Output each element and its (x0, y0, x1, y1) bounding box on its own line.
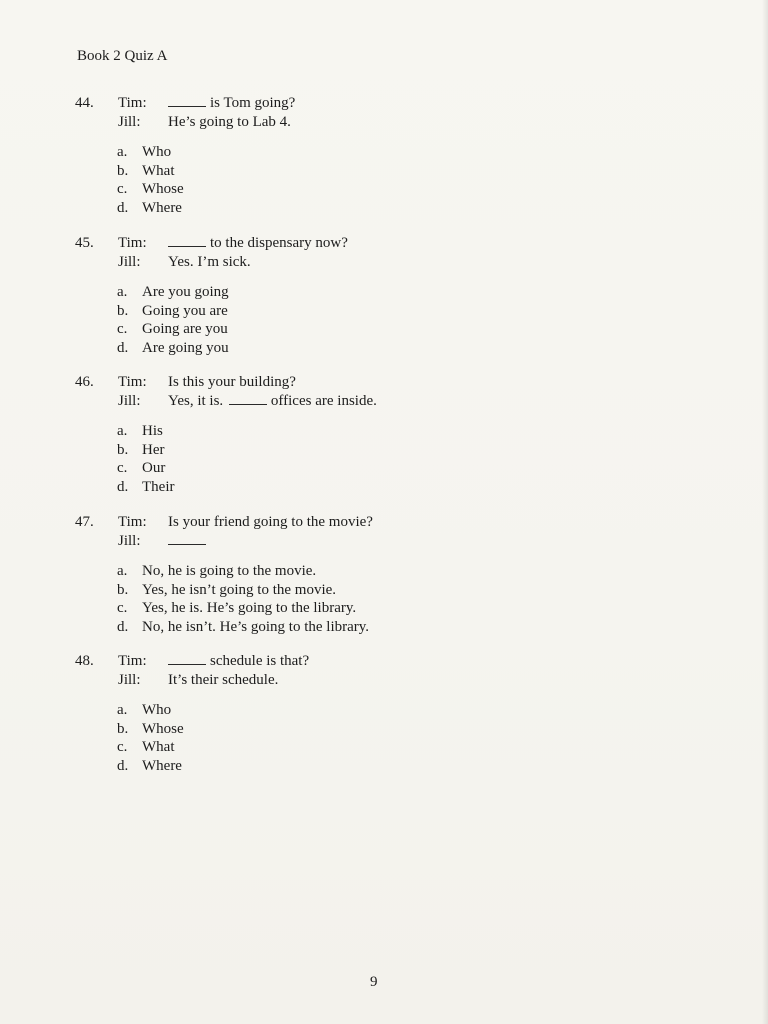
choice-letter: d. (117, 340, 129, 357)
speaker-label: Tim: (118, 514, 147, 530)
dialogue-after-blank: schedule is that? (210, 653, 310, 669)
speaker-label: Jill: (118, 254, 141, 270)
speaker-label: Tim: (118, 235, 147, 251)
answer-choice[interactable] (75, 422, 495, 441)
question-45 (75, 234, 495, 358)
question-line-jill (75, 253, 495, 272)
choice-letter: b. (117, 441, 129, 458)
choice-text: Going you are (142, 302, 228, 319)
dialogue-text: It’s their schedule. (168, 672, 279, 688)
answer-choice[interactable] (75, 143, 495, 162)
answer-choice[interactable] (75, 320, 495, 339)
choice-text: Are going you (142, 340, 229, 357)
answer-choice[interactable] (75, 720, 495, 739)
answer-choice[interactable] (75, 162, 495, 181)
choice-letter: a. (117, 702, 128, 718)
dialogue-text: Is your friend going to the movie? (168, 514, 373, 530)
choice-text: His (142, 423, 163, 439)
question-line-tim (75, 652, 495, 671)
choice-text: No, he is going to the movie. (142, 563, 317, 579)
answer-choice[interactable] (75, 339, 495, 358)
answer-choice[interactable] (75, 459, 495, 478)
dialogue-text (168, 392, 377, 411)
question-line-jill (75, 113, 495, 132)
question-47 (75, 513, 495, 637)
dialogue-before-blank: Yes, it is. (168, 393, 224, 409)
question-line-jill (75, 392, 495, 411)
dialogue-text (168, 532, 210, 551)
choice-text: Her (142, 441, 165, 458)
question-48 (75, 652, 495, 776)
speaker-label: Jill: (118, 114, 141, 130)
dialogue-text: He’s going to Lab 4. (168, 114, 291, 130)
choice-letter: d. (117, 200, 129, 217)
page-edge-shadow (762, 0, 768, 1024)
answer-choices (75, 701, 495, 776)
choice-letter: c. (117, 739, 128, 756)
question-line-tim (75, 94, 495, 113)
answer-choice[interactable] (75, 180, 495, 199)
answer-choice[interactable] (75, 757, 495, 776)
answer-choice[interactable] (75, 562, 495, 581)
answer-blank (229, 392, 267, 405)
answer-blank (168, 652, 206, 665)
choice-letter: d. (117, 758, 129, 775)
answer-blank (168, 532, 206, 545)
choice-letter: c. (117, 181, 128, 198)
answer-choice[interactable] (75, 478, 495, 497)
dialogue-after-blank: is Tom going? (210, 95, 296, 111)
question-number: 45. (75, 235, 94, 251)
choice-text: Yes, he is. He’s going to the library. (142, 600, 357, 617)
question-line-jill (75, 671, 495, 690)
choice-text: Their (142, 479, 175, 496)
question-46 (75, 373, 495, 497)
choice-letter: c. (117, 460, 128, 477)
speaker-label: Jill: (118, 533, 141, 549)
dialogue-after-blank: to the dispensary now? (210, 235, 348, 251)
answer-choice[interactable] (75, 599, 495, 618)
answer-blank (168, 94, 206, 107)
choice-text: Where (142, 758, 182, 775)
choice-text: Who (142, 144, 172, 160)
question-number: 46. (75, 374, 94, 390)
question-number: 47. (75, 514, 94, 530)
choice-text: Whose (142, 720, 184, 737)
answer-choices (75, 562, 495, 637)
answer-blank (168, 234, 206, 247)
question-line-tim (75, 513, 495, 532)
answer-choice[interactable] (75, 581, 495, 600)
choice-text: Going are you (142, 321, 228, 338)
answer-choice[interactable] (75, 701, 495, 720)
question-line-tim (75, 373, 495, 392)
answer-choice[interactable] (75, 618, 495, 637)
choice-text: Who (142, 702, 172, 718)
choice-letter: d. (117, 479, 129, 496)
dialogue-text: Is this your building? (168, 374, 296, 390)
choice-letter: c. (117, 321, 128, 338)
choice-letter: a. (117, 423, 128, 439)
choice-text: What (142, 739, 175, 756)
choice-letter: d. (117, 619, 129, 636)
answer-choices (75, 422, 495, 497)
choice-text: What (142, 162, 175, 179)
choice-text: Whose (142, 181, 184, 198)
choice-letter: b. (117, 720, 129, 737)
question-number: 48. (75, 653, 94, 669)
question-44 (75, 94, 495, 218)
answer-choice[interactable] (75, 283, 495, 302)
choice-letter: a. (117, 563, 128, 579)
speaker-label: Tim: (118, 95, 147, 111)
dialogue-after-blank: offices are inside. (270, 393, 377, 409)
dialogue-text (168, 652, 309, 671)
answer-choices (75, 143, 495, 218)
dialogue-text (168, 94, 295, 113)
choice-letter: b. (117, 581, 129, 598)
answer-choice[interactable] (75, 302, 495, 321)
answer-choices (75, 283, 495, 358)
choice-letter: a. (117, 284, 128, 300)
dialogue-text (168, 234, 348, 253)
question-line-jill (75, 532, 495, 551)
page-number: 9 (370, 974, 378, 990)
quiz-title: Book 2 Quiz A (77, 48, 168, 64)
question-number: 44. (75, 95, 94, 111)
dialogue-text: Yes. I’m sick. (168, 254, 251, 270)
choice-text: Are you going (142, 284, 229, 300)
choice-text: Yes, he isn’t going to the movie. (142, 581, 337, 598)
choice-letter: b. (117, 162, 129, 179)
choice-text: No, he isn’t. He’s going to the library. (142, 619, 370, 636)
answer-choice[interactable] (75, 441, 495, 460)
speaker-label: Jill: (118, 672, 141, 688)
choice-letter: c. (117, 600, 128, 617)
choice-letter: a. (117, 144, 128, 160)
question-line-tim (75, 234, 495, 253)
speaker-label: Tim: (118, 374, 147, 390)
speaker-label: Tim: (118, 653, 147, 669)
choice-letter: b. (117, 302, 129, 319)
speaker-label: Jill: (118, 393, 141, 409)
answer-choice[interactable] (75, 199, 495, 218)
choice-text: Where (142, 200, 182, 217)
answer-choice[interactable] (75, 738, 495, 757)
choice-text: Our (142, 460, 166, 477)
